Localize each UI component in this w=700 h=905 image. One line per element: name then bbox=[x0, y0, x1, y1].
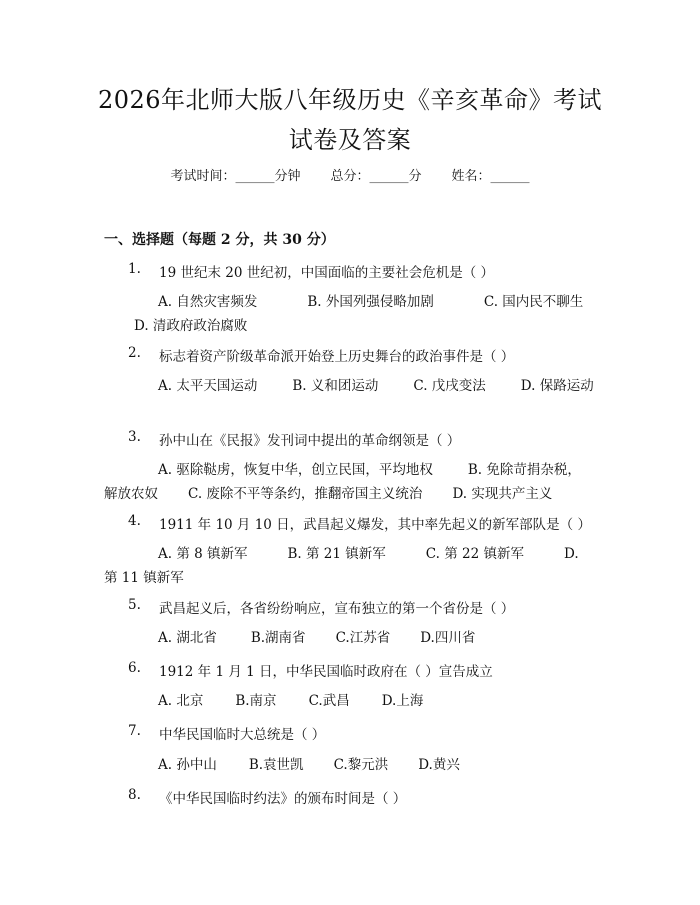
exam-meta bbox=[0, 167, 700, 187]
question-stem: 标志着资产阶级革命派开始登上历史舞台的政治事件是（ ） bbox=[159, 349, 515, 365]
option: B. 外国列强侵略加剧 bbox=[307, 294, 434, 310]
option: D. 第 11 镇新军 bbox=[104, 546, 579, 586]
question-number: 1. bbox=[128, 261, 141, 277]
question-stem: 1912 年 1 月 1 日，中华民国临时政府在（ ）宣告成立 bbox=[159, 664, 493, 680]
option: D. 清政府政治腐败 bbox=[134, 318, 248, 334]
question-number: 3. bbox=[128, 429, 141, 445]
option: A. 湖北省 bbox=[158, 630, 217, 646]
question-number: 4. bbox=[128, 513, 141, 529]
question-number: 2. bbox=[128, 345, 141, 361]
question-stem: 孙中山在《民报》发刊词中提出的革命纲领是（ ） bbox=[159, 433, 461, 449]
exam-total-score: 总分：______分 bbox=[330, 169, 422, 184]
option: B.湖南省 bbox=[250, 630, 306, 646]
question-1-options bbox=[104, 290, 594, 338]
question-4-options bbox=[104, 542, 594, 590]
option: D.黄兴 bbox=[418, 757, 460, 773]
option: B.南京 bbox=[235, 693, 277, 709]
question-stem: 武昌起义后，各省纷纷响应，宣布独立的第一个省份是（ ） bbox=[159, 601, 515, 617]
option: A. 北京 bbox=[158, 693, 204, 709]
option: C. 国内民不聊生 bbox=[483, 294, 584, 310]
option: A. 自然灾害频发 bbox=[158, 294, 258, 310]
question-stem: 1911 年 10 月 10 日，武昌起义爆发，其中率先起义的新军部队是（ ） bbox=[159, 517, 591, 533]
option: C.江苏省 bbox=[335, 630, 391, 646]
question-stem: 中华民国临时大总统是（ ） bbox=[159, 727, 326, 743]
option: B. 义和团运动 bbox=[292, 378, 379, 394]
option: A. 第 8 镇新军 bbox=[158, 546, 248, 562]
question-3-options bbox=[104, 458, 594, 506]
exam-time: 考试时间：______分钟 bbox=[170, 169, 301, 184]
question-7-options bbox=[104, 753, 594, 777]
option: A. 太平天国运动 bbox=[158, 378, 258, 394]
option: D.四川省 bbox=[420, 630, 476, 646]
option: A. 驱除鞑虏，恢复中华，创立民国，平均地权 bbox=[158, 462, 433, 478]
question-5-options bbox=[104, 626, 594, 650]
option: D. 实现共产主义 bbox=[452, 486, 553, 502]
page-title: 2026年北师大版八年级历史《辛亥革命》考试试卷及答案 bbox=[97, 86, 603, 154]
question-number: 5. bbox=[128, 597, 141, 613]
option: D.上海 bbox=[381, 693, 424, 709]
option: A. 孙中山 bbox=[158, 757, 217, 773]
question-6-options bbox=[104, 689, 594, 713]
option: C. 戊戌变法 bbox=[413, 378, 486, 394]
question-number: 6. bbox=[128, 660, 141, 676]
option: B. 免除苛捐杂税，解放农奴 bbox=[104, 462, 581, 502]
exam-name-field: 姓名：______ bbox=[451, 169, 530, 184]
question-2-options bbox=[104, 374, 594, 398]
option: C. 废除不平等条约，推翻帝国主义统治 bbox=[188, 486, 423, 502]
option: D. 保路运动 bbox=[520, 378, 594, 394]
question-number: 7. bbox=[128, 723, 141, 739]
question-stem: 《中华民国临时约法》的颁布时间是（ ） bbox=[159, 791, 407, 807]
option: C.武昌 bbox=[308, 693, 350, 709]
section-heading: 一、选择题（每题 2 分，共 30 分） bbox=[104, 232, 335, 248]
question-number: 8. bbox=[128, 787, 141, 803]
question-stem: 19 世纪末 20 世纪初，中国面临的主要社会危机是（ ） bbox=[159, 265, 495, 281]
option: C.黎元洪 bbox=[333, 757, 389, 773]
option: C. 第 22 镇新军 bbox=[425, 546, 524, 562]
option: B.袁世凯 bbox=[248, 757, 304, 773]
option: B. 第 21 镇新军 bbox=[287, 546, 386, 562]
